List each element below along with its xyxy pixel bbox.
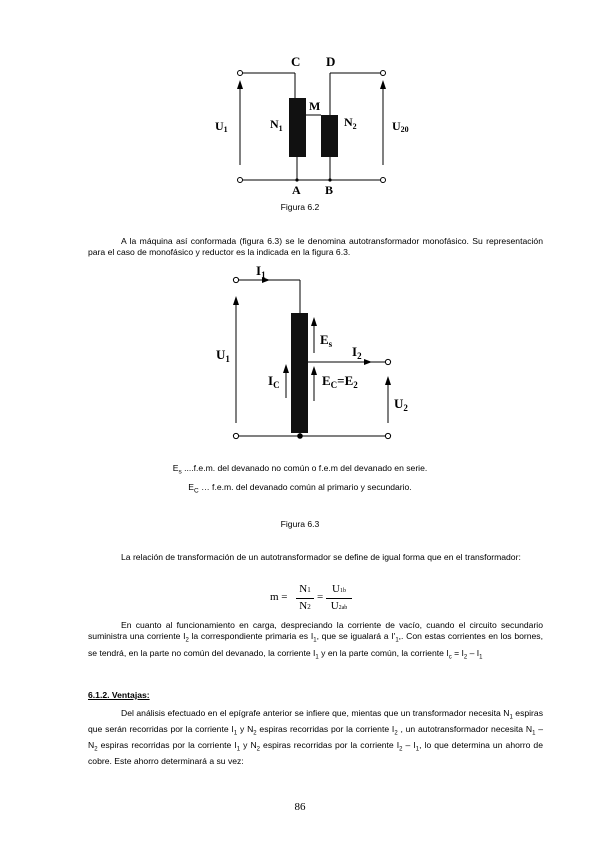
figure-6-2 [0,0,600,215]
label-es: $E_s$ [320,332,333,349]
terminal-bottom-right [381,178,386,183]
page-number: 86 [294,801,306,813]
label-ec-e2: $E_C=E_2$ [322,373,358,390]
section-heading-ventajas: 6.1.2. Ventajas: [88,690,150,700]
label-i2: $I_2$ [352,344,362,361]
legend-es: $E_s$ ....f.e.m. del devanado no común o f.e.m del devanado en serie. [172,463,428,476]
paragraph-load-operation: En cuanto al funcionamiento en carga, despreciando la corriente de vacío, cuando el circuito secundario suministra una corriente $I_2$ la correspondiente primaria es $I_1$, que se igualará a $I'_1$,. Con estas corrientes en los bornes, se tendrá, en la parte no común del devanado, la corriente $I_1$ y en la parte común, la corriente $I_c = I_2 - I_1$ [88,620,543,661]
paragraph-ratio-definition: La relación de transformación de un autotransformador se define de igual forma que en el transformador: [121,552,521,562]
winding-n1 [289,98,306,157]
figure-6-2-caption: Figura 6.2 [280,202,320,212]
label-ic: $I_C$ [268,373,280,390]
ratio-formula: m = N1 N2 = U1b U2ab [270,583,360,613]
winding-n2 [321,115,338,157]
label-a: A [292,183,301,197]
terminal-top-left [238,71,243,76]
paragraph-intro: A la máquina así conformada (figura 6.3) se le denomina autotransformador monofásico. Su representación para el caso de monofásico y reductor es la indicada en la figura 6.3. [88,236,543,258]
figure-6-3 [0,258,600,448]
terminal-bottom-left [238,178,243,183]
label-c: C [291,54,301,69]
label-u20: U20 [392,119,409,134]
label-i1: $I_1$ [256,263,266,280]
label-n2: $N_2$ [344,115,357,131]
label-n1: $N_1$ [270,117,283,133]
paragraph-advantages: Del análisis efectuado en el epígrafe anterior se infiere que, mientas que un transformador necesita $N_1$ espiras que serán recorridas por la corriente $I_1$ y $N_2$ espiras recorridas por la corriente $I_2$ , un autotransformador necesita $N_1 - N_2$ espiras recorridas por la corriente $I_1$ y $N_2$ espiras recorridas por la corriente $I_2 - I_1$, lo que determina un ahorro de cobre. Este ahorro determinará a su vez: [88,708,544,767]
label-u2: $U_2$ [394,396,408,413]
terminal-input [233,277,238,282]
label-u1: U1 [215,119,228,134]
terminal-top-right [381,71,386,76]
label-m: M [309,99,321,113]
legend-ec: $E_C$ … f.e.m. del devanado común al primario y secundario. [188,482,412,495]
terminal-bottom-left [233,433,238,438]
label-u1: $U_1$ [216,347,230,364]
label-d: D [326,54,336,69]
autotransformer-winding [291,313,308,433]
terminal-bottom-right [385,433,390,438]
label-b: B [325,183,334,197]
figure-6-3-caption: Figura 6.3 [280,519,320,529]
terminal-tap [385,359,390,364]
